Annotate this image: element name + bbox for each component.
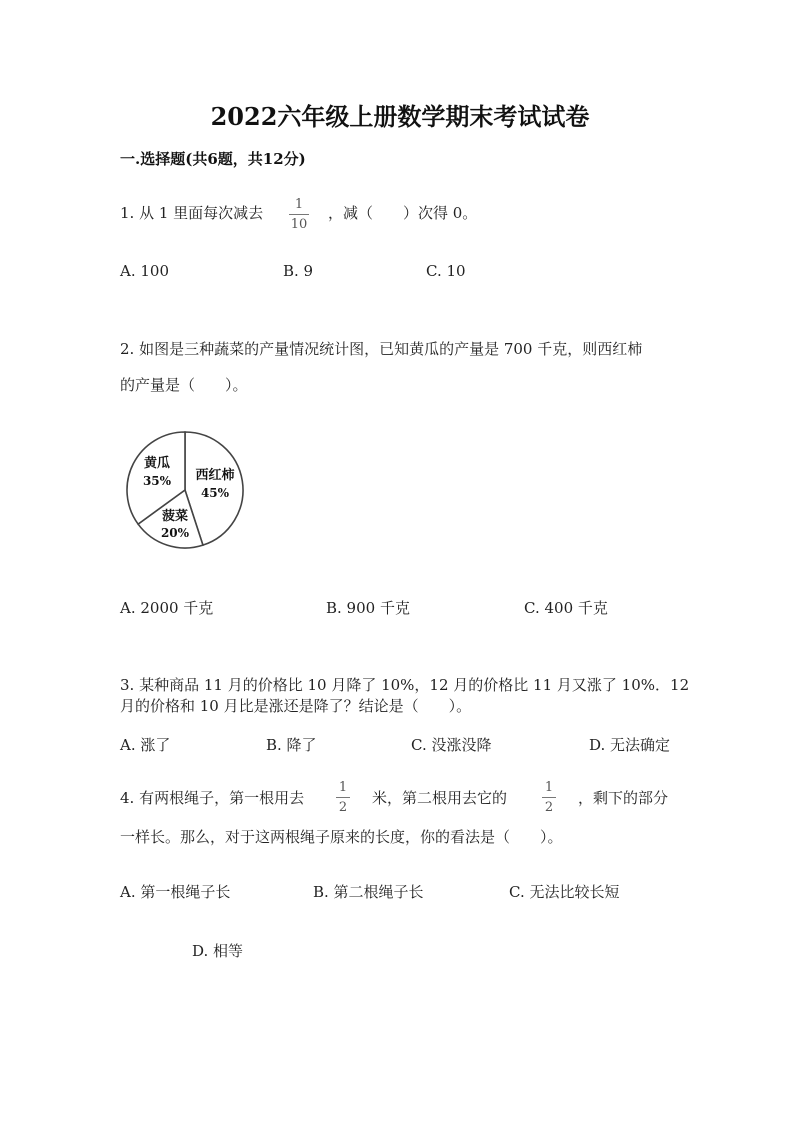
q2-option-c[interactable]: C. 400 千克 bbox=[524, 599, 608, 617]
q3-option-a[interactable]: A. 涨了 bbox=[120, 736, 171, 754]
q4-text-post: ，剩下的部分 bbox=[578, 789, 669, 807]
q3-text-line2: 月的价格和 10 月比是涨还是降了？结论是（ ）。 bbox=[120, 697, 472, 715]
q2-option-a[interactable]: A. 2000 千克 bbox=[120, 599, 214, 617]
q4-fraction-1 bbox=[336, 781, 350, 814]
q2-text-line1: 2. 如图是三种蔬菜的产量情况统计图，已知黄瓜的产量是 700 千克，则西红柿 bbox=[120, 340, 643, 358]
page-title: 2022六年级上册数学期末考试试卷 bbox=[210, 102, 590, 131]
pie-value-huanggua: 35% bbox=[142, 474, 172, 488]
pie-label-huanggua: 黄瓜 bbox=[143, 456, 171, 471]
q4-option-a[interactable]: A. 第一根绳子长 bbox=[120, 883, 231, 901]
q1-fraction-denominator: 10 bbox=[290, 217, 308, 232]
q3-option-d[interactable]: D. 无法确定 bbox=[589, 736, 671, 754]
q4-text-mid: 米，第二根用去它的 bbox=[372, 789, 508, 807]
q1-text-post: ，减（ ）次得 0。 bbox=[328, 204, 478, 222]
q2-text-line2: 的产量是（ ）。 bbox=[120, 376, 248, 394]
pie-value-xihongshi: 45% bbox=[200, 486, 230, 500]
q4-option-d[interactable]: D. 相等 bbox=[192, 942, 244, 960]
pie-chart bbox=[120, 425, 250, 555]
q4-fraction-2-numerator: 1 bbox=[544, 780, 554, 795]
fraction-bar bbox=[289, 214, 309, 215]
q1-option-a[interactable]: A. 100 bbox=[120, 262, 169, 280]
q3-option-b[interactable]: B. 降了 bbox=[266, 736, 317, 754]
q4-fraction-1-numerator: 1 bbox=[338, 780, 348, 795]
q2-option-b[interactable]: B. 900 千克 bbox=[326, 599, 410, 617]
q4-fraction-2-denominator: 2 bbox=[544, 800, 554, 815]
q4-option-b[interactable]: B. 第二根绳子长 bbox=[313, 883, 424, 901]
q3-text-line1: 3. 某种商品 11 月的价格比 10 月降了 10%，12 月的价格比 11 月又涨了 10%．12 bbox=[120, 676, 690, 694]
q4-text-line2: 一样长。那么，对于这两根绳子原来的长度，你的看法是（ ）。 bbox=[120, 828, 563, 846]
q4-option-c[interactable]: C. 无法比较长短 bbox=[509, 883, 620, 901]
fraction-bar bbox=[336, 797, 350, 798]
fraction-bar bbox=[542, 797, 556, 798]
q4-text-pre: 4. 有两根绳子，第一根用去 bbox=[120, 789, 305, 807]
q1-text-pre: 1. 从 1 里面每次减去 bbox=[120, 204, 264, 222]
q3-option-c[interactable]: C. 没涨没降 bbox=[411, 736, 492, 754]
pie-label-bocai: 菠菜 bbox=[161, 509, 189, 524]
q1-option-c[interactable]: C. 10 bbox=[426, 262, 466, 280]
q1-fraction-numerator: 1 bbox=[294, 197, 304, 212]
pie-value-bocai: 20% bbox=[160, 526, 190, 540]
section-heading: 一.选择题(共6题，共12分) bbox=[120, 150, 306, 168]
pie-label-xihongshi: 西红柿 bbox=[195, 468, 235, 483]
q4-fraction-2 bbox=[542, 781, 556, 814]
q4-fraction-1-denominator: 2 bbox=[338, 800, 348, 815]
q1-option-b[interactable]: B. 9 bbox=[283, 262, 314, 280]
q1-fraction bbox=[289, 198, 309, 231]
